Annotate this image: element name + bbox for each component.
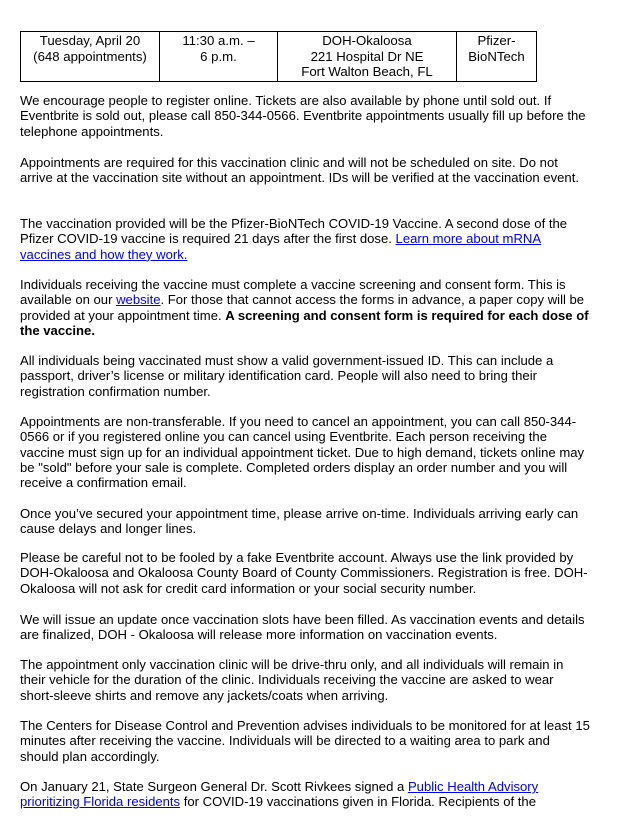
website-link[interactable]: website — [116, 292, 161, 308]
consent-bold-text: A screening and consent form is required for each dose of the vaccine. — [20, 307, 589, 338]
vaccine-line1-text: Pfizer- — [477, 33, 516, 48]
table-row — [21, 32, 537, 82]
time-start-text: 11:30 a.m. – — [182, 33, 255, 48]
paragraph-appointments-required: Appointments are required for this vaccination clinic and will not be scheduled on site. Do not arrive at the vaccination site without an appointment. IDs will be verified at the vaccination event. — [20, 155, 579, 186]
time-cell — [160, 32, 278, 82]
appointments-text: (648 appointments) — [33, 48, 147, 64]
mrna-info-link[interactable]: Learn more about mRNA vaccines and how they work. — [20, 231, 542, 262]
location-name-text: DOH-Okaloosa — [322, 33, 412, 48]
paragraph-fake-eventbrite: Please be careful not to be fooled by a fake Eventbrite account. Always use the link provided by DOH-Okaloosa and Okaloosa County Board of County Commissioners. Registration is free. DOH-Okaloosa will not ask for credit card information or your social security number. — [20, 550, 588, 596]
location-cell — [278, 32, 457, 82]
vaccine-cell — [457, 32, 537, 82]
consent-text-b: . For those that cannot access the forms in advance, a paper copy will be provided at your appointment time. — [20, 292, 585, 323]
time-end-text: 6 p.m. — [200, 48, 237, 64]
location-street-text: 221 Hospital Dr NE — [310, 48, 424, 64]
vaccine-line2-text: BioNTech — [468, 48, 525, 64]
schedule-table — [20, 31, 537, 82]
paragraph-consent-form — [20, 277, 590, 338]
date-cell — [21, 32, 160, 82]
paragraph-arrive-on-time: Once you’ve secured your appointment time, please arrive on-time. Individuals arriving early can cause delays and longer lines. — [20, 506, 579, 537]
location-city-text: Fort Walton Beach, FL — [301, 64, 433, 79]
paragraph-cdc-monitoring: The Centers for Disease Control and Prevention advises individuals to be monitored for at least 15 minutes after receiving the vaccine. Individuals will be directed to a waiting area to park and should plan accordingly. — [20, 718, 590, 764]
paragraph-update-notice: We will issue an update once vaccination slots have been filled. As vaccination events and details are finalized, DOH - Okaloosa will release more information on vaccination events. — [20, 612, 585, 643]
date-text: Tuesday, April 20 — [39, 33, 141, 48]
paragraph-vaccine-type — [20, 216, 590, 262]
public-health-advisory-link[interactable]: Public Health Advisory prioritizing Florida residents — [20, 779, 539, 810]
advisory-text-b: for COVID-19 vaccinations given in Florida. Recipients of the — [180, 794, 536, 810]
paragraph-valid-id: All individuals being vaccinated must show a valid government-issued ID. This can include a passport, driver’s license or military identification card. People will also need to bring their registration confirmation number. — [20, 353, 554, 399]
consent-text-a: Individuals receiving the vaccine must complete a vaccine screening and consent form. This is available on our — [20, 277, 566, 308]
paragraph-non-transferable: Appointments are non-transferable. If you need to cancel an appointment, you can call 850-344-0566 or if you registered online you can cancel using Eventbrite. Each person receiving the vaccine must sign up for an individual appointment ticket. Due to high demand, tickets online may be "sold" before your sale is complete. Completed orders display an order number and you will receive a confirmation email. — [20, 414, 585, 491]
advisory-text-a: On January 21, State Surgeon General Dr. Scott Rivkees signed a — [20, 779, 408, 794]
paragraph-register-online: We encourage people to register online. Tickets are also available by phone until sold out. If Eventbrite is sold out, please call 850-344-0566. Eventbrite appointments usually fill up before the telephone appointments. — [20, 93, 586, 139]
paragraph-drive-thru: The appointment only vaccination clinic will be drive-thru only, and all individuals will remain in their vehicle for the duration of the clinic. Individuals receiving the vaccine are asked to wear short-sleeve shirts and remove any jackets/coats when arriving. — [20, 657, 564, 703]
paragraph-surgeon-general — [20, 779, 590, 810]
vaccine-type-text: The vaccination provided will be the Pfizer-BioNTech COVID-19 Vaccine. A second dose of the Pfizer COVID-19 vaccine is required 21 days after the first dose. — [20, 216, 568, 247]
